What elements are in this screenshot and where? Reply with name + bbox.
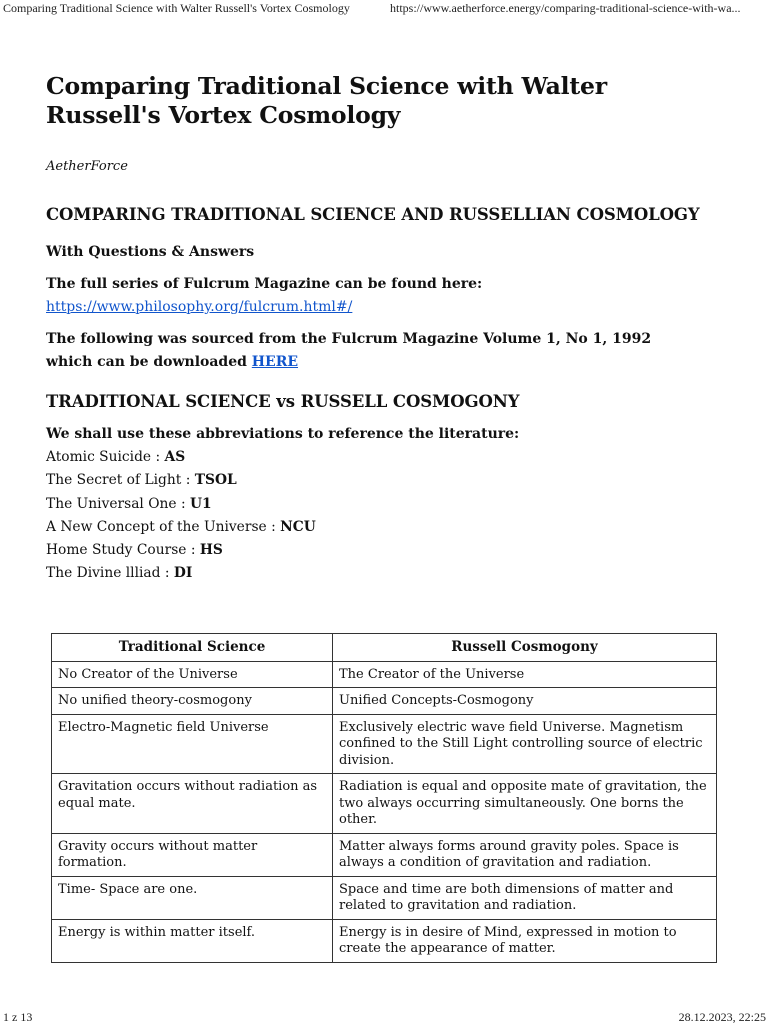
sourced-text: The following was sourced from the Fulcrum Magazine Volume 1, No 1, 1992 which can be downloaded	[46, 331, 652, 370]
table-header-row	[52, 634, 717, 662]
header-traditional-science: Traditional Science	[52, 634, 333, 662]
article-author: AetherForce	[46, 159, 128, 174]
print-header-title: Comparing Traditional Science with Walter Russell's Vortex Cosmology	[3, 1, 350, 15]
table-cell: Space and time are both dimensions of matter and related to gravitation and radiation.	[333, 876, 717, 919]
table-row	[52, 876, 717, 919]
fulcrum-paragraph	[46, 273, 726, 319]
table-row	[52, 661, 717, 688]
abbr-intro: We shall use these abbreviations to reference the literature:	[46, 426, 520, 442]
subheading: With Questions & Answers	[46, 244, 255, 260]
table-cell: Energy is in desire of Mind, expressed in motion to create the appearance of matter.	[333, 919, 717, 962]
abbr-item: The Divine llliad : DI	[46, 565, 193, 582]
table-cell: Electro-Magnetic field Universe	[52, 714, 333, 774]
comparison-table	[51, 633, 717, 963]
section-heading: COMPARING TRADITIONAL SCIENCE AND RUSSELLIAN COSMOLOGY	[46, 205, 700, 224]
abbr-item: Home Study Course : HS	[46, 542, 223, 559]
table-cell: No unified theory-cosmogony	[52, 688, 333, 715]
table-cell: No Creator of the Universe	[52, 661, 333, 688]
abbreviation-list	[46, 446, 726, 586]
table-row	[52, 688, 717, 715]
here-link[interactable]: HERE	[251, 354, 299, 370]
abbr-item: The Secret of Light : TSOL	[46, 472, 237, 489]
table-row	[52, 919, 717, 962]
table-cell: Radiation is equal and opposite mate of gravitation, the two always occurring simultaneously. One borns the other.	[333, 774, 717, 834]
table-cell: Unified Concepts-Cosmogony	[333, 688, 717, 715]
table-row	[52, 774, 717, 834]
table-cell: Gravity occurs without matter formation.	[52, 833, 333, 876]
print-header	[0, 0, 768, 18]
table-cell: The Creator of the Universe	[333, 661, 717, 688]
table-cell: Exclusively electric wave field Universe. Magnetism confined to the Still Light controlling source of electric division.	[333, 714, 717, 774]
header-russell-cosmogony: Russell Cosmogony	[333, 634, 717, 662]
table-cell: Energy is within matter itself.	[52, 919, 333, 962]
fulcrum-text: The full series of Fulcrum Magazine can be found here:	[46, 276, 483, 292]
fulcrum-link[interactable]: https://www.philosophy.org/fulcrum.html#/	[46, 299, 353, 315]
print-header-url: https://www.aetherforce.energy/comparing-traditional-science-with-wa...	[390, 1, 741, 15]
abbr-item: A New Concept of the Universe : NCU	[46, 518, 316, 535]
table-cell: Gravitation occurs without radiation as equal mate.	[52, 774, 333, 834]
print-footer	[0, 1010, 768, 1024]
table-row	[52, 714, 717, 774]
article-content	[46, 72, 726, 586]
article-title: Comparing Traditional Science with Walter Russell's Vortex Cosmology	[46, 72, 607, 129]
table-row	[52, 833, 717, 876]
page-number: 1 z 13	[3, 1010, 33, 1024]
abbr-item: The Universal One : U1	[46, 495, 212, 512]
sourced-paragraph	[46, 328, 686, 374]
table-cell: Matter always forms around gravity poles. Space is always a condition of gravitation and radiation.	[333, 833, 717, 876]
table-cell: Time- Space are one.	[52, 876, 333, 919]
print-datetime: 28.12.2023, 22:25	[678, 1010, 766, 1024]
comparison-heading: TRADITIONAL SCIENCE vs RUSSELL COSMOGONY	[46, 392, 520, 411]
abbr-item: Atomic Suicide : AS	[46, 449, 186, 465]
